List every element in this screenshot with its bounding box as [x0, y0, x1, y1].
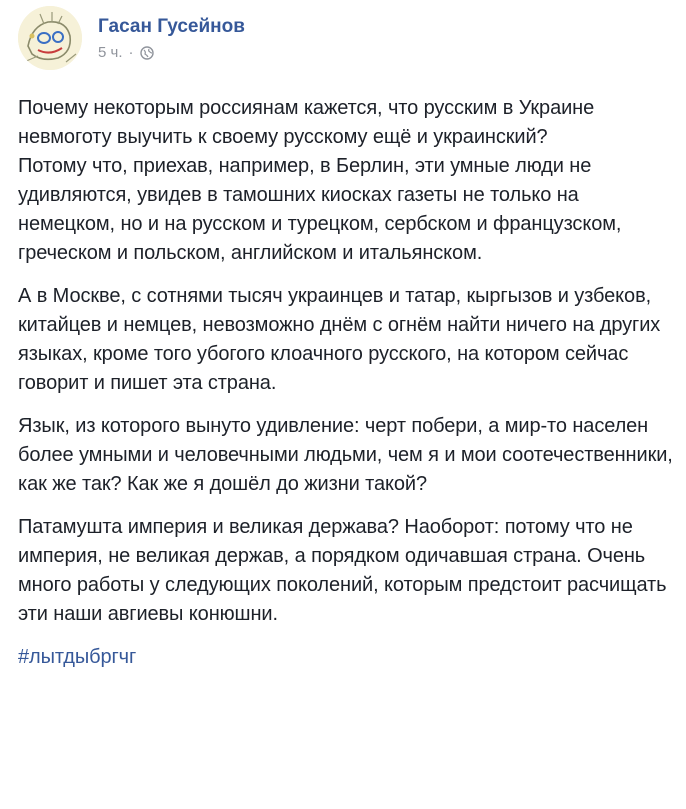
avatar-drawing-icon	[18, 6, 82, 70]
post-meta	[98, 16, 245, 62]
meta-separator: ·	[128, 44, 134, 61]
post-body	[18, 94, 678, 672]
globe-icon[interactable]	[140, 46, 154, 60]
post-timestamp[interactable]: 5 ч.	[98, 44, 123, 61]
avatar[interactable]	[18, 6, 82, 70]
post-paragraph-2: А в Москве, с сотнями тысяч украинцев и татар, кыргызов и узбеков, китайцев и немцев, невозможно днём с огнём найти ничего на других языках, кроме того убогого клоачного русского, на котором сейчас говорит и пишет эта страна.	[18, 285, 661, 394]
post-paragraph-4: Патамушта империя и великая держава? Наоборот: потому что не империя, не великая держав, а порядком одичавшая страна. Очень много работы у следующих поколений, которым предстоит расчищать эти наши авгиевы конюшни.	[18, 516, 667, 625]
post-header	[18, 6, 245, 70]
post-paragraph-3: Язык, из которого вынуто удивление: черт побери, а мир-то населен более умными и человечными людьми, чем я и мои соотечественники, как же так? Как же я дошёл до жизни такой?	[18, 415, 673, 495]
hashtag-link[interactable]: #лытдыбргчг	[18, 646, 137, 668]
author-name[interactable]: Гасан Гусейнов	[98, 16, 245, 37]
post-subline	[98, 44, 245, 62]
post-paragraph-1: Почему некоторым россиянам кажется, что русским в Украине невмоготу выучить к своему русскому ещё и украинский? Потому что, приехав, например, в Берлин, эти умные люди не удивляются, увидев в тамошних киосках газеты не только на немецком, но и на русском и турецком, сербском и французском, греческом и польском, английском и итальянском.	[18, 97, 622, 264]
